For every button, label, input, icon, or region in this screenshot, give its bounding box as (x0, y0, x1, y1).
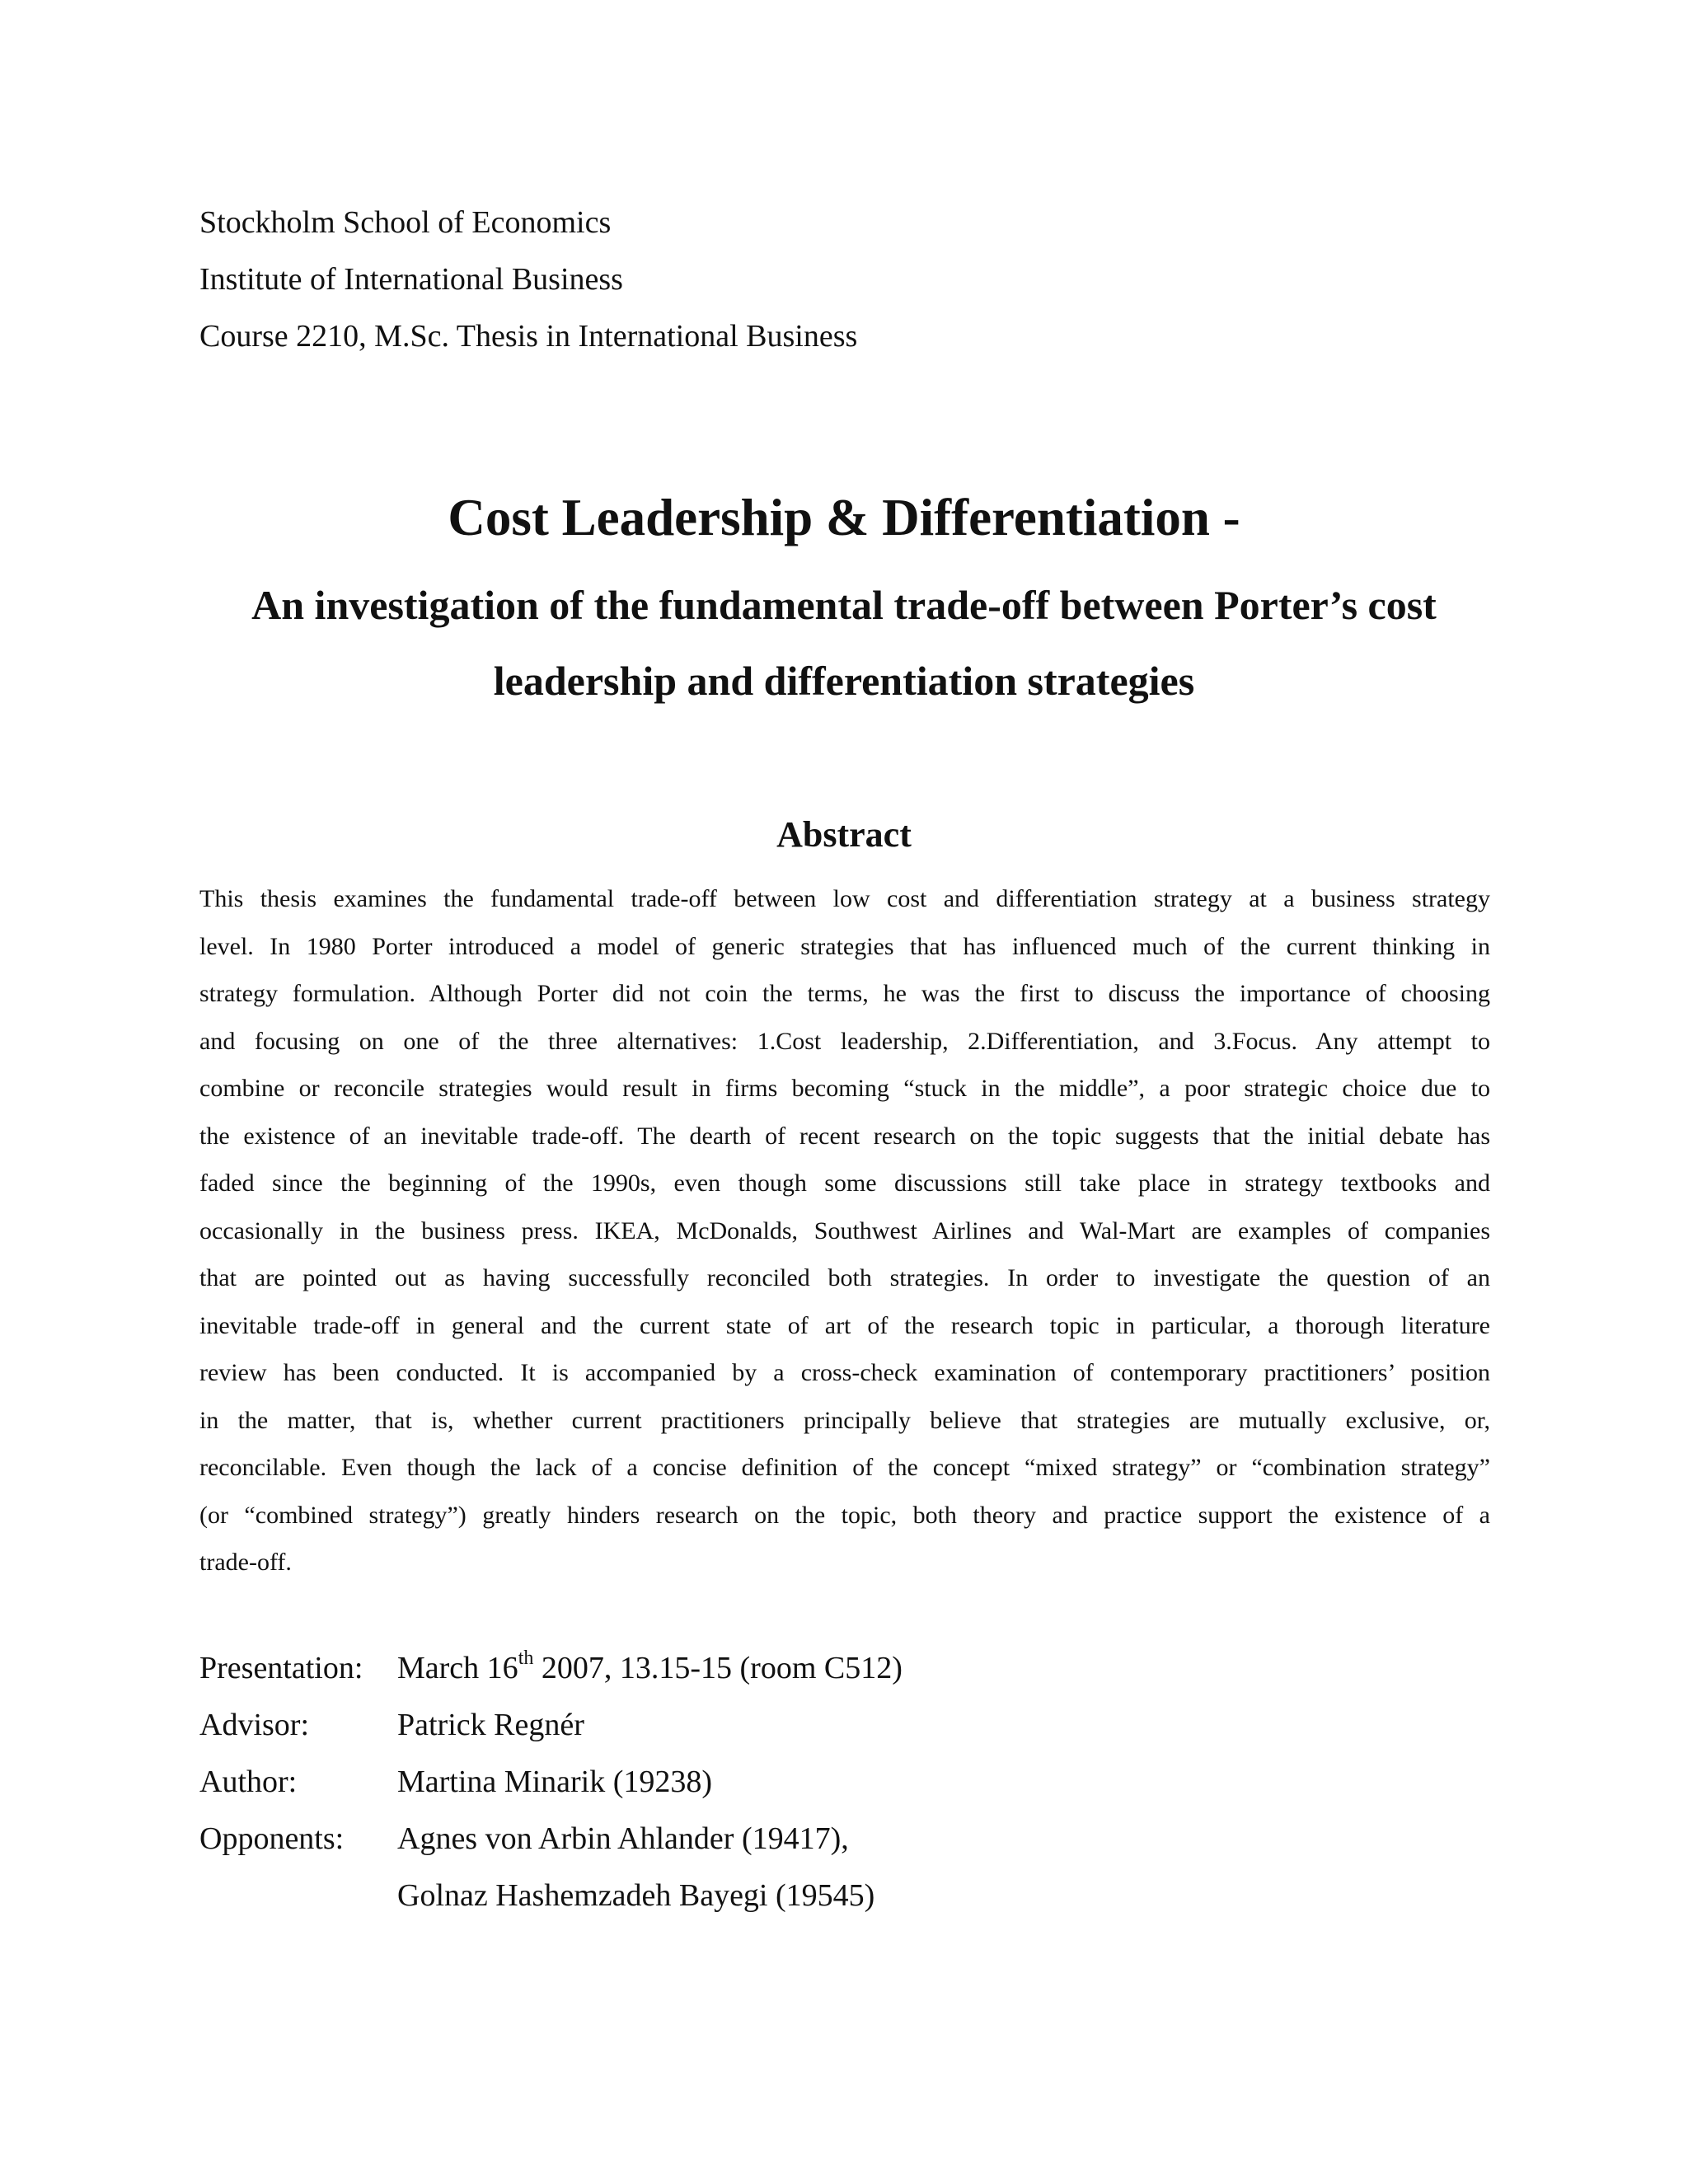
abstract-line: strategy formulation. Although Porter did not coin the terms, he was the first to discuss the importance of choosing (199, 980, 1490, 1007)
abstract-line: review has been conducted. It is accompanied by a cross-check examination of contemporary practitioners’ position (199, 1359, 1490, 1386)
abstract-line: trade-off. (199, 1549, 292, 1576)
presentation-value (397, 1640, 903, 1697)
abstract-line: and focusing on one of the three alternatives: 1.Cost leadership, 2.Differentiation, and 3.Focus. Any attempt to (199, 1027, 1490, 1055)
author-label: Author: (199, 1765, 298, 1799)
abstract-line: faded since the beginning of the 1990s, even though some discussions still take place in strategy textbooks and (199, 1169, 1490, 1197)
school-name: Stockholm School of Economics (199, 205, 612, 240)
opponent-2: Golnaz Hashemzadeh Bayegi (19545) (397, 1878, 875, 1913)
thesis-title: Cost Leadership & Differentiation - (448, 489, 1240, 546)
author-value: Martina Minarik (19238) (397, 1765, 713, 1799)
abstract-line: inevitable trade-off in general and the current state of art of the research topic in particular, a thorough literature (199, 1311, 1490, 1339)
abstract-line: occasionally in the business press. IKEA, McDonalds, Southwest Airlines and Wal-Mart are examples of companies (199, 1216, 1490, 1244)
advisor-label: Advisor: (199, 1708, 309, 1742)
abstract-line: the existence of an inevitable trade-off. The dearth of recent research on the topic suggests that the initial debate has (199, 1122, 1490, 1150)
advisor-value: Patrick Regnér (397, 1708, 584, 1742)
subtitle-line-2: leadership and differentiation strategies (493, 658, 1195, 704)
abstract-body (199, 875, 1490, 1586)
institution-block (199, 194, 857, 365)
abstract-line: in the matter, that is, whether current practitioners principally believe that strategies are mutually exclusive, or, (199, 1406, 1490, 1434)
date-ordinal-suffix: th (518, 1647, 534, 1670)
course-name: Course 2210, M.Sc. Thesis in International Business (199, 319, 858, 354)
thesis-subtitle (165, 567, 1523, 719)
abstract-line: reconcilable. Even though the lack of a concise definition of the concept “mixed strategy” or “combination strategy” (199, 1454, 1490, 1481)
subtitle-line-1: An investigation of the fundamental trade-off between Porter’s cost (251, 582, 1437, 628)
abstract-line: level. In 1980 Porter introduced a model of generic strategies that has influenced much of the current thinking in (199, 932, 1490, 960)
presentation-date: March 16 (397, 1651, 518, 1685)
abstract-line: that are pointed out as having successfully reconciled both strategies. In order to investigate the question of an (199, 1264, 1490, 1291)
abstract-line: (or “combined strategy”) greatly hinders research on the topic, both theory and practice support the existence of a (199, 1501, 1490, 1529)
presentation-label: Presentation: (199, 1651, 363, 1685)
institute-name: Institute of International Business (199, 262, 623, 297)
abstract-line: This thesis examines the fundamental trade-off between low cost and differentiation strategy at a business strategy (199, 885, 1490, 912)
presentation-time-room: 2007, 13.15-15 (room C512) (533, 1651, 903, 1685)
abstract-line: combine or reconcile strategies would result in firms becoming “stuck in the middle”, a poor strategic choice due to (199, 1075, 1490, 1102)
opponents-label: Opponents: (199, 1821, 345, 1856)
abstract-heading: Abstract (776, 814, 912, 855)
opponent-1: Agnes von Arbin Ahlander (19417), (397, 1821, 849, 1856)
